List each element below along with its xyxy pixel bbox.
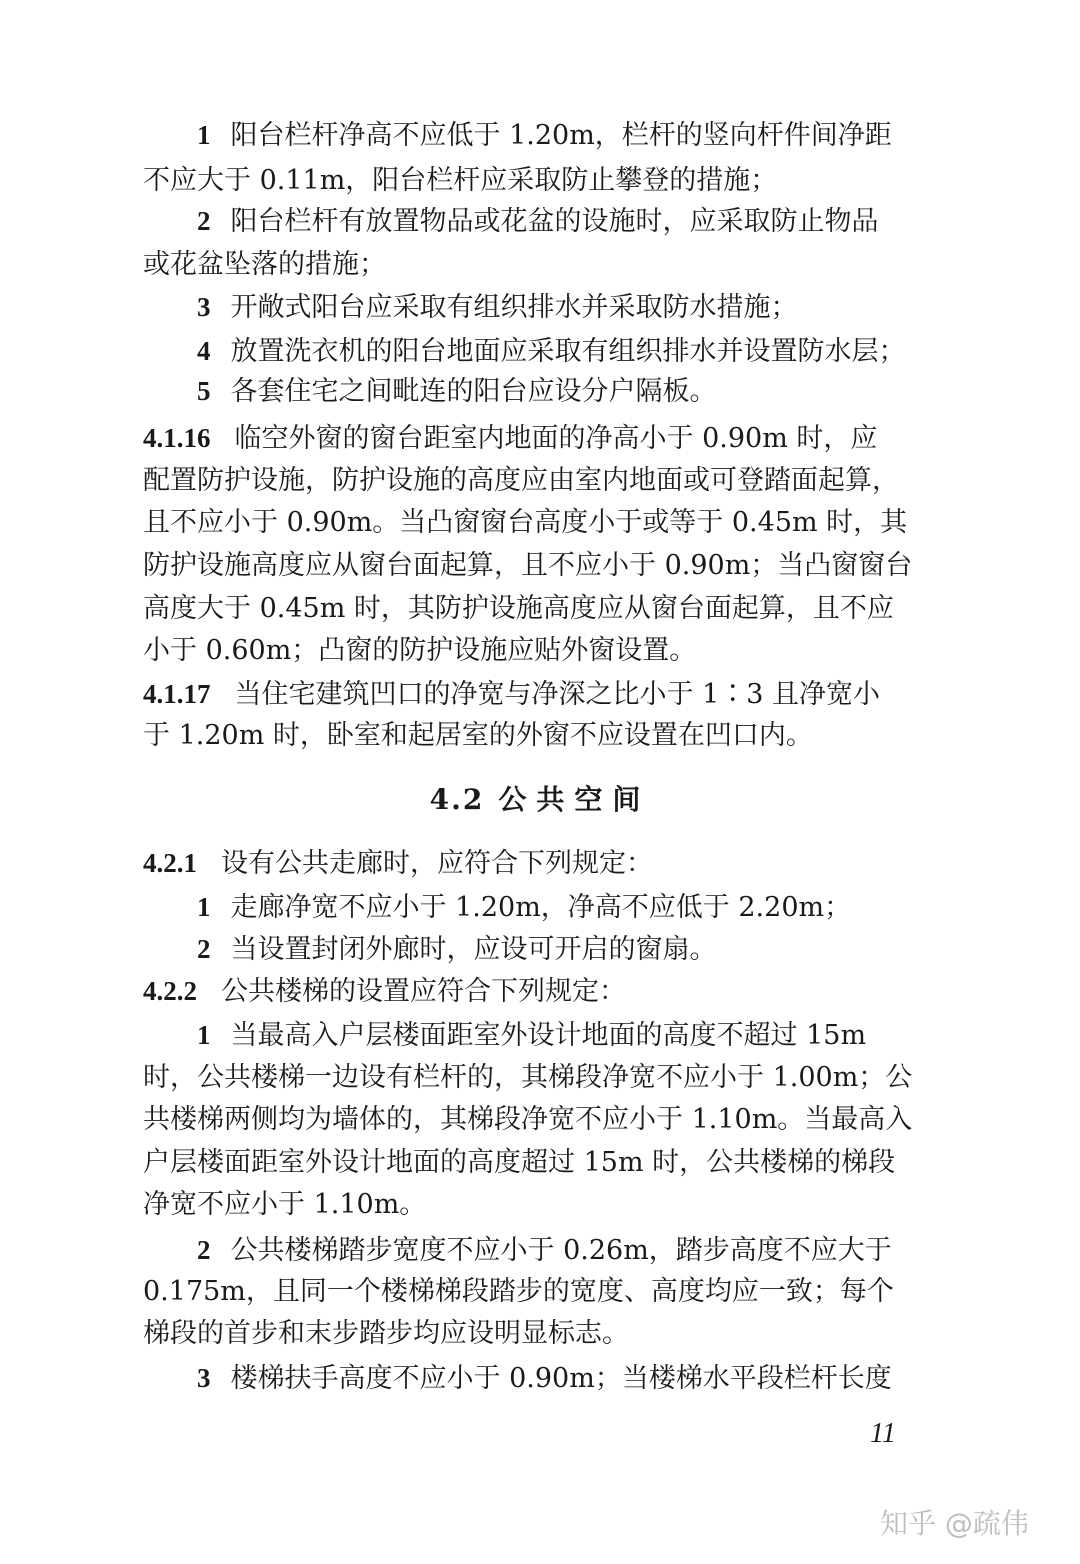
clause <box>143 845 943 882</box>
clause-number: 4.1.16 <box>143 423 211 453</box>
item-number: 1 <box>197 892 211 922</box>
line-text: 放置洗衣机的阳台地面应采取有组织排水并设置防水层； <box>230 336 906 367</box>
section-heading <box>0 780 1080 820</box>
line-text: 防护设施高度应从窗台面起算，且不应小于 0.90m；当凸窗窗台 <box>143 550 913 581</box>
line-text: 配置防护设施，防护设施的高度应由室内地面或可登踏面起算， <box>143 465 899 496</box>
line-text: 小于 0.60m；凸窗的防护设施应贴外窗设置。 <box>143 635 697 666</box>
line-text: 当最高入户层楼面距室外设计地面的高度不超过 15m <box>230 1020 867 1051</box>
clause-number: 4.2.1 <box>143 848 197 878</box>
clause <box>143 420 943 457</box>
line-text: 共楼梯两侧均为墙体的，其梯段净宽不应小于 1.10m。当最高入 <box>143 1104 913 1135</box>
line-text: 于 1.20m 时，卧室和起居室的外窗不应设置在凹口内。 <box>143 720 813 751</box>
item-number: 4 <box>197 336 211 366</box>
item-number: 2 <box>197 934 211 964</box>
list-item <box>197 931 943 968</box>
item-number: 3 <box>197 292 211 322</box>
line-text: 公共楼梯踏步宽度不应小于 0.26m，踏步高度不应大于 <box>230 1235 892 1266</box>
text-line <box>143 463 943 499</box>
line-text: 或花盆坠落的措施； <box>143 249 386 280</box>
line-text: 梯段的首步和末步踏步均应设明显标志。 <box>143 1318 629 1349</box>
list-item <box>197 373 943 410</box>
line-text: 开敞式阳台应采取有组织排水并采取防水措施； <box>230 292 798 323</box>
line-text: 净宽不应小于 1.10m。 <box>143 1189 427 1220</box>
clause <box>143 676 943 713</box>
list-item <box>197 1232 943 1269</box>
line-text: 当住宅建筑凹口的净宽与净深之比小于 1∶3 且净宽小 <box>234 679 881 710</box>
text-line <box>143 633 943 669</box>
item-number: 1 <box>197 1020 211 1050</box>
text-line <box>143 1274 943 1310</box>
section-number: 4.2 <box>429 783 485 816</box>
list-item <box>197 1017 943 1054</box>
section-title: 公共空间 <box>498 783 651 816</box>
list-item <box>197 333 943 370</box>
line-text: 不应大于 0.11m，阳台栏杆应采取防止攀登的措施； <box>143 165 778 196</box>
text-line <box>143 1102 943 1138</box>
item-number: 1 <box>197 120 211 150</box>
list-item <box>197 1360 943 1397</box>
watermark: 知乎 @疏伟 <box>880 1507 1029 1540</box>
list-item <box>197 117 943 154</box>
line-text: 时，公共楼梯一边设有栏杆的，其梯段净宽不应小于 1.00m；公 <box>143 1062 913 1093</box>
text-line <box>143 247 943 283</box>
line-text: 阳台栏杆净高不应低于 1.20m，栏杆的竖向杆件间净距 <box>230 120 892 151</box>
line-text: 高度大于 0.45m 时，其防护设施高度应从窗台面起算，且不应 <box>143 593 894 624</box>
text-line <box>143 591 943 627</box>
text-line <box>143 505 943 541</box>
text-line <box>143 718 943 754</box>
line-text: 阳台栏杆有放置物品或花盆的设施时，应采取防止物品 <box>230 206 879 237</box>
item-number: 5 <box>197 376 211 406</box>
list-item <box>197 889 943 926</box>
line-text: 且不应小于 0.90m。当凸窗窗台高度小于或等于 0.45m 时，其 <box>143 507 908 538</box>
line-text: 公共楼梯的设置应符合下列规定： <box>221 976 626 1007</box>
text-line <box>143 548 943 584</box>
line-text: 户层楼面距室外设计地面的高度超过 15m 时，公共楼梯的梯段 <box>143 1147 896 1178</box>
text-line <box>143 1145 943 1181</box>
line-text: 各套住宅之间毗连的阳台应设分户隔板。 <box>230 376 717 407</box>
clause-number: 4.1.17 <box>143 679 211 709</box>
list-item <box>197 203 943 240</box>
line-text: 走廊净宽不应小于 1.20m，净高不应低于 2.20m； <box>230 892 852 923</box>
line-text: 楼梯扶手高度不应小于 0.90m；当楼梯水平段栏杆长度 <box>230 1363 892 1394</box>
list-item <box>197 289 943 326</box>
line-text: 0.175m，且同一个楼梯梯段踏步的宽度、高度均应一致；每个 <box>143 1276 894 1307</box>
line-text: 临空外窗的窗台距室内地面的净高小于 0.90m 时，应 <box>234 423 878 454</box>
clause-number: 4.2.2 <box>143 976 197 1006</box>
clause <box>143 973 943 1010</box>
text-line <box>143 1060 943 1096</box>
line-text: 当设置封闭外廊时，应设可开启的窗扇。 <box>230 934 717 965</box>
item-number: 2 <box>197 1235 211 1265</box>
item-number: 3 <box>197 1363 211 1393</box>
text-line <box>143 1187 943 1223</box>
text-line <box>143 1316 943 1352</box>
page-number: 11 <box>870 1418 896 1449</box>
line-text: 设有公共走廊时，应符合下列规定： <box>221 848 653 879</box>
item-number: 2 <box>197 206 211 236</box>
text-line <box>143 163 943 199</box>
